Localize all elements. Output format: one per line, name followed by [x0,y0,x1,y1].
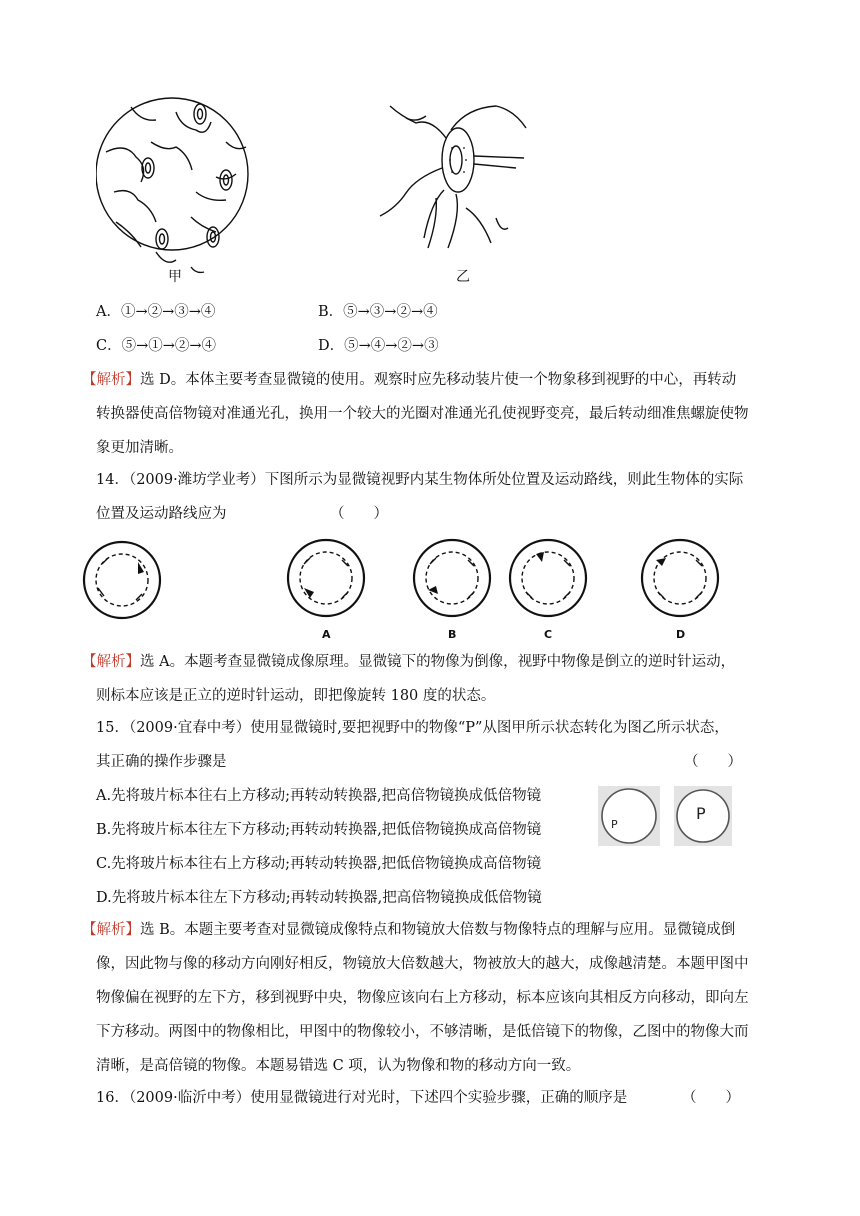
q14-analysis-line-1 [82,652,735,672]
q14-answer-blank: （ ） [330,506,388,522]
q15-analysis-line-1 [82,920,735,940]
q14-circle-option-c [508,538,588,618]
q15-option-b: B.先将玻片标本往左下方移动;再转动转换器,把低倍物镜换成高倍物镜 [96,822,542,838]
analysis-tag: 【解析】 [82,654,140,670]
q13-analysis-line-1 [82,370,736,390]
q14-label-a: A [322,628,331,641]
q14-label-d: D [676,628,686,641]
q14-circle-option-d [640,538,720,618]
field-of-view-circle [598,786,660,846]
q15-option-a: A.先将玻片标本往右上方移动;再转动转换器,把高倍物镜换成低倍物镜 [96,788,542,804]
q15-analysis-line-3: 物像偏在视野的左下方，移到视野中央，物像应该向右上方移动，标本应该向其相反方向移动，即向左 [96,990,749,1006]
q16-answer-blank: （ ） [682,1090,740,1106]
q14-analysis-line-2: 则标本应该是正立的逆时针运动，即把像旋转 180 度的状态。 [96,688,496,704]
figure-jia-microscope-field [96,82,256,278]
analysis-text: 选 A。本题考查显微镜成像原理。显微镜下的物像为倒像，视野中物像是倒立的逆时针运动， [140,654,736,670]
analysis-text: 选 B。本题主要考查对显微镜成像特点和物镜放大倍数与物像特点的理解与应用。显微镜成倒 [140,922,736,938]
analysis-tag: 【解析】 [82,372,140,388]
q15-analysis-line-4: 下方移动。两图中的物像相比，甲图中的物像较小，不够清晰，是低倍镜下的物像，乙图中的物像大而 [96,1024,749,1040]
q14-circle-option-a [286,538,366,618]
figure-yi-label: 乙 [456,269,470,285]
q13-option-c: C．⑤→①→②→④ [96,338,217,354]
q14-stem-line-1: 14．（2009·潍坊学业考）下图所示为显微镜视野内某生物体所处位置及运动路线，则此生物体的实际 [96,472,744,488]
q14-label-c: C [544,628,553,641]
q13-option-b: B．⑤→③→②→④ [318,304,438,320]
q15-figure-yi-high-power [674,786,732,846]
q16-stem: 16．（2009·临沂中考）使用显微镜进行对光时，下述四个实验步骤，正确的顺序是 [96,1090,628,1106]
p-glyph-large: P [696,804,706,823]
figure-yi-single-cell [376,98,536,258]
q14-circle-observed [82,540,162,620]
q15-analysis-line-2: 像，因此物与像的移动方向刚好相反，物镜放大倍数越大，物被放大的越大，成像越清楚。本题甲图中 [96,956,749,972]
q15-answer-blank: （ ） [684,754,742,770]
q15-figure-jia-low-power [598,786,660,846]
q15-stem-line-1: 15．（2009·宜春中考）使用显微镜时,要把视野中的物像“P”从图甲所示状态转化为图乙所示状态， [96,720,729,736]
q15-option-c: C.先将玻片标本往右上方移动;再转动转换器,把低倍物镜换成高倍物镜 [96,856,542,872]
q14-circle-option-b [412,538,492,618]
field-of-view-circle [674,786,732,846]
analysis-text: 选 D。本体主要考查显微镜的使用。观察时应先移动装片使一个物象移到视野的中心，再转动 [140,372,737,388]
q13-option-d: D．⑤→④→②→③ [318,338,439,354]
figure-jia-label: 甲 [168,269,182,285]
q14-label-b: B [448,628,457,641]
q15-analysis-line-5: 清晰，是高倍镜的物像。本题易错选 C 项，认为物像和物的移动方向一致。 [96,1058,581,1074]
q13-analysis-line-2: 转换器使高倍物镜对准通光孔，换用一个较大的光圈对准通光孔使视野变亮，最后转动细准焦螺旋使物 [96,406,749,422]
q14-stem-line-2: 位置及运动路线应为 [96,506,227,522]
q15-option-d: D.先将玻片标本往左下方移动;再转动转换器,把高倍物镜换成低倍物镜 [96,890,542,906]
q13-analysis-line-3: 象更加清晰。 [96,440,183,456]
q13-option-a: A．①→②→③→④ [96,304,216,320]
q15-stem-line-2: 其正确的操作步骤是 [96,754,227,770]
analysis-tag: 【解析】 [82,922,140,938]
p-glyph-small: P [611,818,618,831]
